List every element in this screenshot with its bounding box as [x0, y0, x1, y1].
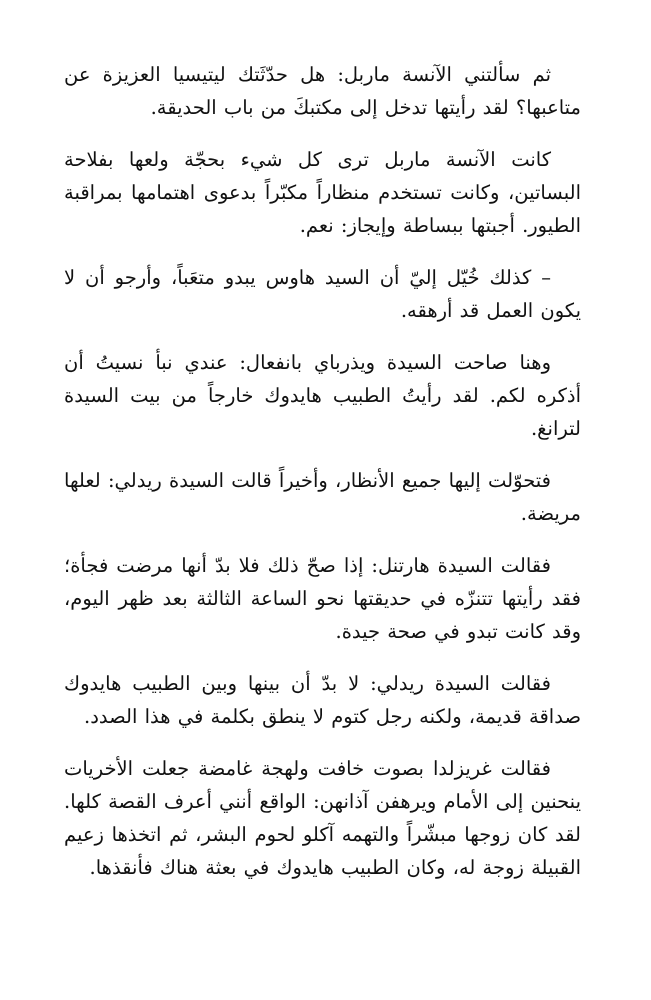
paragraph-7: فقالت السيدة ريدلي: لا بدّ أن بينها وبين الطبيب هايدوك صداقة قديمة، ولكنه رجل كتوم لا ينطق بكلمة في هذا الصدد.: [64, 672, 581, 728]
paragraph-3: – كذلك خُيّل إليّ أن السيد هاوس يبدو متعَباً، وأرجو أن لا يكون العمل قد أرهقه.: [64, 266, 581, 322]
paragraph-2: كانت الآنسة ماربل ترى كل شيء بحجّة ولعها بفلاحة البساتين، وكانت تستخدم منظاراً مكبّراً بدعوى اهتمامها بمراقبة الطيور. أجبتها ببساطة وإيجاز: نعم.: [64, 148, 581, 237]
paragraph-5: فتحوّلت إليها جميع الأنظار، وأخيراً قالت السيدة ريدلي: لعلها مريضة.: [64, 469, 581, 525]
paragraph-1: ثم سألتني الآنسة ماربل: هل حدّثَتك ليتيسيا العزيزة عن متاعبها؟ لقد رأيتها تدخل إلى مكتبكَ من باب الحديقة.: [64, 63, 581, 119]
paragraph-4: وهنا صاحت السيدة ويذرباي بانفعال: عندي نبأ نسيتُ أن أذكره لكم. لقد رأيتُ الطبيب هايدوك خارجاً من بيت السيدة لترانغ.: [64, 351, 581, 440]
paragraph-6: فقالت السيدة هارتنل: إذا صحّ ذلك فلا بدّ أنها مرضت فجأة؛ فقد رأيتها تتنزّه في حديقتها نحو الساعة الثالثة بعد ظهر اليوم، وقد كانت تبدو في صحة جيدة.: [64, 554, 581, 643]
paragraph-8: فقالت غريزلدا بصوت خافت ولهجة غامضة جعلت الأخريات ينحنين إلى الأمام ويرهفن آذانهن: الواقع أنني أعرف القصة كلها. لقد كان زوجها مبشّراً والتهمه آكلو لحوم البشر، ثم اتخذها زعيم القبيلة زوجة له، وكان الطبيب هايدوك في بعثة هناك فأنقذها.: [64, 757, 581, 879]
